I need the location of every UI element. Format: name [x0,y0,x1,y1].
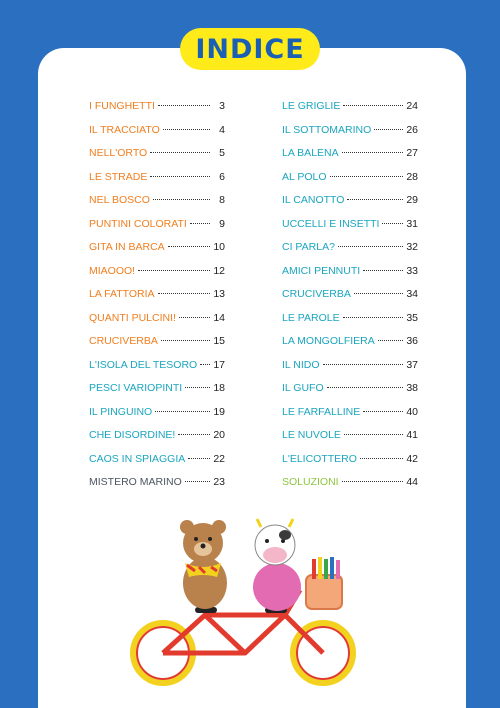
toc-entry-label: IL SOTTOMARINO [282,123,372,136]
toc-entry [282,453,418,477]
toc-entry-label: MIAOOO! [89,264,136,277]
toc-entry-leader-dots [343,105,403,106]
toc-entry-label: IL GUFO [282,382,324,394]
toc-entry [89,453,225,477]
toc-entry-label: IL NIDO [282,358,320,371]
toc-entry-page: 4 [219,123,225,136]
toc-entry-leader-dots [382,223,403,224]
toc-entry-leader-dots [338,246,403,247]
toc-entry-leader-dots [158,105,210,106]
toc-entry-label: IL TRACCIATO [89,123,160,136]
toc-entry-page: 3 [219,100,225,112]
toc-entry-label: AMICI PENNUTI [282,264,361,277]
toc-entry-page: 12 [213,264,225,277]
cow-dress [253,563,301,611]
toc-entry [282,476,418,500]
toc-entry-label: LE FARFALLINE [282,405,361,418]
toc-entry-page: 19 [213,405,225,418]
toc-entry [89,406,225,430]
toc-entry [89,476,225,500]
toc-entry-page: 18 [213,382,225,394]
toc-entry-page: 38 [406,382,418,394]
toc-entry-page: 44 [406,476,418,488]
toc-entry-label: CRUCIVERBA [282,288,351,300]
toc-entry-label: IL CANOTTO [282,194,345,206]
toc-entry-label: LA BALENA [282,147,339,159]
bear-and-cow-on-tandem-bicycle-icon [125,515,365,695]
toc-entry-page: 22 [213,452,225,465]
toc-entry-page: 17 [213,358,225,371]
toc-entry-page: 14 [213,311,225,324]
toc-entry [89,147,225,171]
toc-entry-label: CAOS IN SPIAGGIA [89,452,186,465]
toc-entry-leader-dots [363,411,403,412]
toc-entry-page: 20 [213,429,225,441]
toc-entry-leader-dots [155,411,210,412]
toc-entry-leader-dots [323,364,403,365]
toc-entry [89,171,225,195]
toc-entry-label: NEL BOSCO [89,194,150,206]
toc-entry-page: 6 [219,170,225,183]
toc-entry-page: 23 [213,476,225,488]
toc-entry-leader-dots [378,340,403,341]
toc-entry-leader-dots [178,434,210,435]
toc-entry-label: I FUNGHETTI [89,100,155,112]
toc-entry [89,241,225,265]
toc-entry [89,382,225,406]
toc-entry-leader-dots [150,152,210,153]
toc-entry-leader-dots [161,340,210,341]
toc-entry-leader-dots [200,364,210,365]
toc-entry [282,288,418,312]
toc-entry [282,406,418,430]
toc-entry-page: 27 [406,147,418,159]
toc-entry [89,100,225,124]
toc-entry [89,194,225,218]
toc-entry-label: LA FATTORIA [89,288,155,300]
toc-entry-label: CRUCIVERBA [89,335,158,347]
toc-entry-leader-dots [163,129,210,130]
toc-entry-page: 10 [213,241,225,253]
toc-entry-leader-dots [330,176,403,177]
toc-entry [89,335,225,359]
toc-entry-page: 28 [406,170,418,183]
page-title: INDICE [195,33,305,65]
toc-entry-page: 29 [406,194,418,206]
toc-entry-page: 13 [213,288,225,300]
toc-entry-leader-dots [158,293,210,294]
toc-entry-page: 36 [406,335,418,347]
toc-entry-page: 40 [406,405,418,418]
toc-entry [282,312,418,336]
toc-entry-label: PESCI VARIOPINTI [89,382,183,394]
toc-entry-label: CHE DISORDINE! [89,429,176,441]
toc-entry-leader-dots [168,246,210,247]
toc-entry-page: 24 [406,100,418,112]
toc-entry-page: 34 [406,288,418,300]
title-badge [180,28,320,70]
toc-entry [282,429,418,453]
toc-entry [282,100,418,124]
toc-entry-leader-dots [150,176,210,177]
toc-entry-label: LE GRIGLIE [282,100,341,112]
toc-entry-page: 42 [406,452,418,465]
toc-entry-label: QUANTI PULCINI! [89,311,176,324]
toc-entry-leader-dots [363,270,403,271]
toc-entry [89,359,225,383]
toc-entry-leader-dots [343,317,403,318]
toc-entry-label: NELL'ORTO [89,147,148,159]
toc-entry-leader-dots [179,317,210,318]
toc-entry-page: 5 [219,147,225,159]
toc-entry-leader-dots [153,199,210,200]
toc-entry-leader-dots [360,458,403,459]
toc-entry-label: L'ELICOTTERO [282,452,357,465]
toc-entry [282,359,418,383]
toc-entry-leader-dots [138,270,210,271]
toc-entry-leader-dots [190,223,210,224]
toc-entry-page: 31 [406,217,418,230]
toc-entry-leader-dots [185,387,210,388]
toc-entry-page: 15 [213,335,225,347]
toc-entry [89,218,225,242]
toc-entry-leader-dots [354,293,403,294]
toc-entry [89,429,225,453]
toc-entry [282,335,418,359]
toc-entry-page: 32 [406,241,418,253]
toc-entry [282,265,418,289]
toc-entry-leader-dots [342,152,403,153]
toc-entry [89,312,225,336]
toc-entry-leader-dots [374,129,403,130]
toc-entry-leader-dots [185,481,210,482]
toc-entry-page: 8 [219,194,225,206]
toc-entry-label: LA MONGOLFIERA [282,335,375,347]
toc-entry-leader-dots [342,481,403,482]
toc-entry-label: UCCELLI E INSETTI [282,217,380,230]
toc-entry [282,241,418,265]
toc-entry-label: LE PAROLE [282,311,340,324]
toc-entry [282,147,418,171]
toc-entry-page: 26 [406,123,418,136]
toc-entry-label: IL PINGUINO [89,405,153,418]
toc-entry-label: GITA IN BARCA [89,241,165,253]
toc-entry-label: LE NUVOLE [282,429,341,441]
toc-entry-page: 33 [406,264,418,277]
toc-entry [282,218,418,242]
basket [306,575,342,609]
toc-entry-page: 35 [406,311,418,324]
toc-entry-label: CI PARLA? [282,241,335,253]
toc-entry-leader-dots [347,199,403,200]
toc-entry [89,265,225,289]
toc-entry-page: 41 [406,429,418,441]
toc-entry [282,382,418,406]
toc-entry-leader-dots [327,387,403,388]
toc-entry [89,288,225,312]
toc-entry-leader-dots [188,458,210,459]
toc-entry-label: LE STRADE [89,170,148,183]
toc-entry-label: AL POLO [282,170,327,183]
toc-left-column [89,100,225,500]
toc-entry [282,171,418,195]
toc-entry-page: 9 [219,217,225,230]
toc-entry [89,124,225,148]
toc-entry-label: PUNTINI COLORATI [89,217,187,230]
toc-entry-label: L'ISOLA DEL TESORO [89,358,198,371]
toc-entry-leader-dots [344,434,403,435]
toc-right-column [282,100,418,500]
toc-entry-label: MISTERO MARINO [89,476,182,488]
toc-entry [282,124,418,148]
toc-entry-label: SOLUZIONI [282,476,339,488]
toc-entry-page: 37 [406,358,418,371]
toc-entry [282,194,418,218]
